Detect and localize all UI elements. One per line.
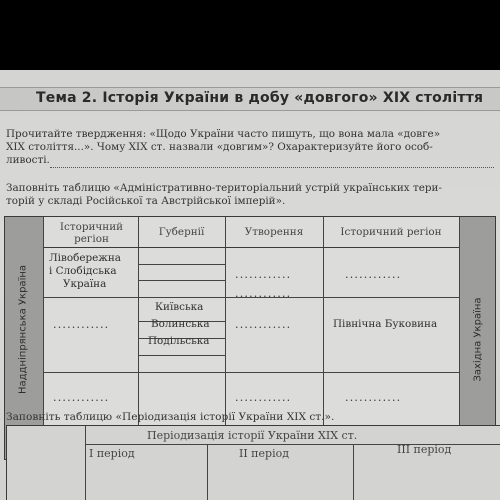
task3-text: Заповніть таблицю «Періодизація історії України XIX ст.». [6, 411, 335, 423]
periodization-title: Періодизація історії України XIX ст. [147, 429, 358, 442]
blank-formation-4[interactable]: ............ [235, 391, 292, 404]
period-1-header: І період [89, 447, 135, 460]
topic-title: Тема 2. Історія України в добу «довгого» ХІХ століття [36, 90, 484, 106]
north-bukovina: Північна Буковина [333, 318, 438, 330]
blank-formation-3[interactable]: ............ [235, 318, 292, 331]
task1-line2: XIX століття...». Чому XIX ст. назвали «довгим»? Охарактеризуйте його особ- [6, 141, 433, 153]
header-region-line1: Історичний [59, 221, 124, 233]
period-3-header: ІІІ період [397, 443, 452, 456]
task1-line3 [6, 154, 50, 167]
gubernia-podil: Подільська [148, 335, 210, 347]
right-category-column [459, 217, 495, 459]
period-2-header: ІІ період [239, 447, 289, 460]
header-historical-region: Історичний регіон [340, 226, 442, 238]
blank-region-4[interactable]: ............ [345, 391, 402, 404]
blank-region-2[interactable]: ............ [53, 318, 110, 331]
task1-line1: Прочитайте твердження: «Щодо України часто пишуть, що вона мала «довге» [6, 128, 441, 140]
header-gubernias: Губернії [158, 226, 205, 238]
periodization-table [6, 425, 500, 500]
row1-region-line3: Україна [63, 278, 107, 290]
blank-formation-1[interactable]: ............ [235, 268, 292, 281]
blank-formation-2[interactable]: ............ [235, 287, 292, 300]
left-vertical-label: Наддніпрянська Україна [17, 264, 29, 395]
header-formations: Утворення [244, 226, 304, 238]
gubernia-volyn: Волинська [151, 318, 210, 330]
admin-structure-table [4, 216, 496, 460]
row1-region-line1: Лівобережна [49, 252, 121, 264]
blank-region-3[interactable]: ............ [53, 391, 110, 404]
header-region-line2: регіон [74, 233, 109, 245]
row1-region-line2: і Слобідська [49, 265, 117, 277]
task2-line2: торій у складі Російської та Австрійської імперій». [6, 195, 286, 207]
task2-line1: Заповніть таблицю «Адміністративно-територіальний устрій українських тери- [6, 182, 442, 194]
gubernia-kyiv: Київська [155, 301, 204, 313]
blank-region-1[interactable]: ............ [345, 268, 402, 281]
textbook-page [0, 70, 500, 500]
answer-dotted-line[interactable] [50, 167, 494, 168]
right-vertical-label: Західна Україна [472, 297, 484, 382]
topic-title-bar [0, 87, 500, 111]
task1-line3-text: ливості. [6, 154, 50, 166]
